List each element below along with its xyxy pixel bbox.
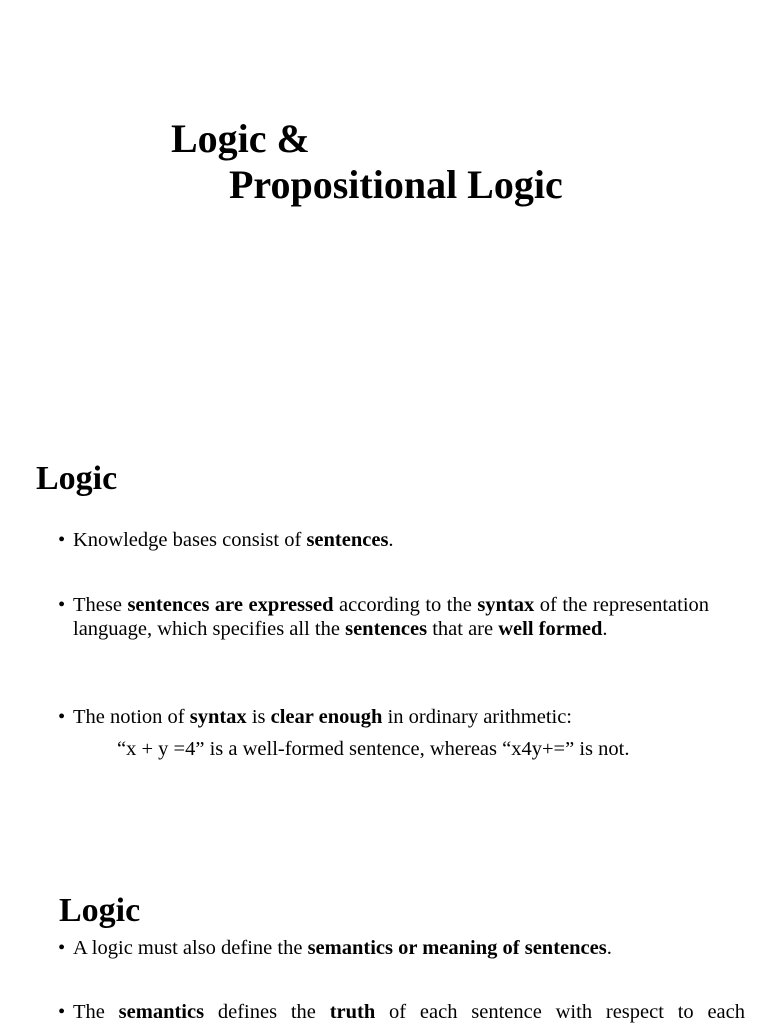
bullet-icon: •: [58, 594, 66, 616]
bullet-text: These sentences are expressed according to the syntax of the representation language, which specifies all the sentences that are well formed.: [73, 594, 710, 640]
title-line-2: Propositional Logic: [229, 162, 563, 207]
bullet-text: The notion of syntax is clear enough in ordinary arithmetic:: [73, 706, 573, 728]
section-heading-logic-1: Logic: [36, 460, 118, 497]
bullet-icon: •: [58, 937, 66, 959]
bullet-text: Knowledge bases consist of sentences.: [73, 529, 394, 551]
bullet-icon: •: [58, 529, 66, 551]
bullet-icon: •: [58, 1001, 66, 1023]
bullet-text: The semantics defines the truth of each sentence with respect to each: [73, 1001, 745, 1023]
title-line-1: Logic &: [171, 116, 310, 161]
example-sentence: “x + y =4” is a well-formed sentence, whereas “x4y+=” is not.: [117, 738, 630, 760]
bullet-icon: •: [58, 706, 66, 728]
section-heading-logic-2: Logic: [59, 892, 141, 929]
bullet-text: A logic must also define the semantics or meaning of sentences.: [73, 937, 612, 959]
